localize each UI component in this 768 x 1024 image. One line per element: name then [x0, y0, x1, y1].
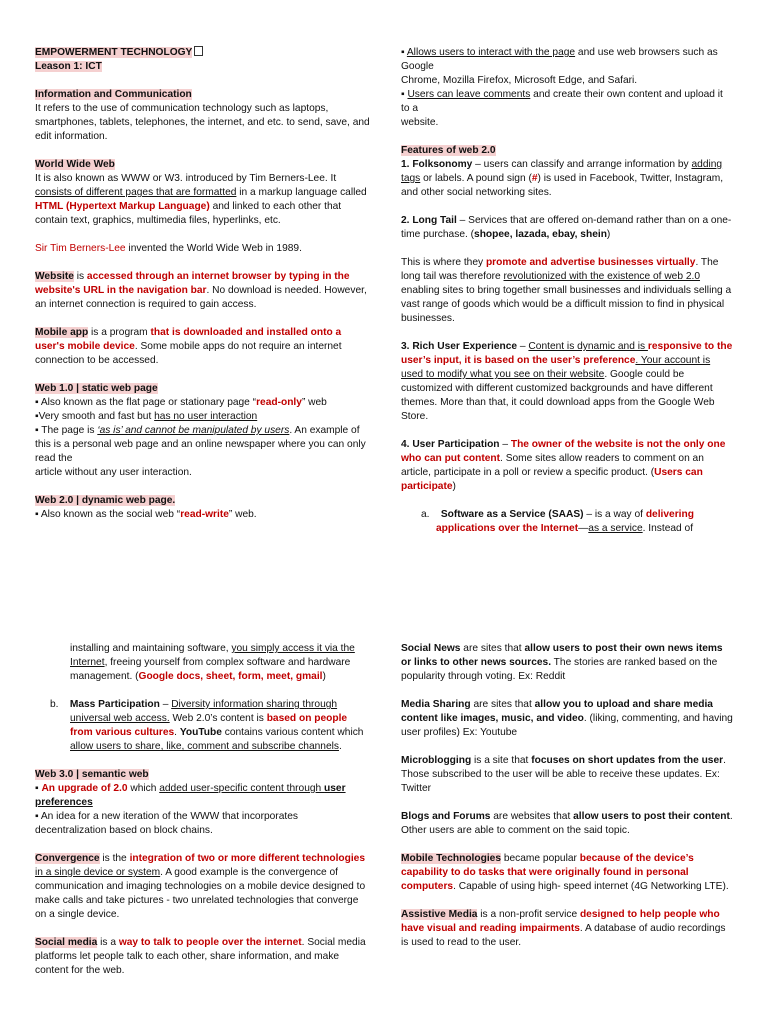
- section-folksonomy: Features of web 2.0 1. Folksonomy – users can classify and arrange information by adding tags or labels. A pound sign (#) is used in Facebook, Twitter, Instagram, and other social networking sites.: [401, 145, 724, 198]
- page-1-left-column: [35, 46, 370, 536]
- checkbox-glyph-icon: [194, 46, 203, 56]
- page-1-right-column: [401, 46, 734, 550]
- section-web-2: Web 2.0 | dynamic web page. ▪ Also known as the social web “read-write” web.: [35, 495, 257, 520]
- heading-features-web-2: Features of web 2.0: [401, 145, 496, 156]
- page-gap: [0, 600, 768, 628]
- document-page-2: [0, 628, 768, 1024]
- web-2-bullets: ▪ Allows users to interact with the page and use web browsers such as Google Chrome, Mozilla Firefox, Microsoft Edge, and Safari. ▪ Users can leave comments and create their own content and upload it to a website.: [401, 47, 723, 128]
- paragraph-assistive-media: Assistive Media is a non-profit service designed to help people who have visual and reading impairments. A database of audio recordings is used to read to the user.: [401, 909, 726, 948]
- list-item-saas: a. Software as a Service (SAAS) – is a way of delivering applications over the Internet—as a service. Instead of: [421, 509, 694, 534]
- section-web-1: Web 1.0 | static web page ▪ Also known as the flat page or stationary page “read-only” web ▪Very smooth and fast but has no user interaction ▪ The page is ‘as is’ and cannot be manipulated by users. An example of this is a personal web page and an online newspaper where you can only read the article without any user interaction.: [35, 383, 366, 478]
- section-info-communication: [35, 88, 370, 144]
- saas-continuation: installing and maintaining software, you simply access it via the Internet, freeing yourself from complex software and hardware management. (Google docs, sheet, form, meet, gmail): [70, 643, 355, 682]
- paragraph-media-sharing: Media Sharing are sites that allow you to upload and share media content like images, music, and video. (liking, commenting, and having user profiles) Ex: Youtube: [401, 699, 733, 738]
- paragraph-mobile-technologies: Mobile Technologies became popular because of the device’s capability to do tasks that were originally found in personal computers. Capable of using high- speed internet (4G Networking LTE).: [401, 853, 729, 892]
- section-web-3: Web 3.0 | semantic web ▪ An upgrade of 2.0 which added user-specific content through user preferences ▪ An idea for a new iteration of the WWW that incorporates decentralization based on block chains.: [35, 769, 346, 836]
- paragraph-long-tail-detail: This is where they promote and advertise businesses virtually. The long tail was therefore revolutionized with the existence of web 2.0 enabling sites to bring together small businesses and individuals selling a vast range of goods which would be a difficult mission to find in physical businesses.: [401, 257, 732, 324]
- paragraph-mobile-app: Mobile app is a program that is downloaded and installed onto a user's mobile device. Some mobile apps do not require an internet connection to be accessed.: [35, 327, 342, 366]
- paragraph-info-communication: It refers to the use of communication technology such as laptops, smartphones, tablets, telephones, the internet, and etc. to send, save, and edit information.: [35, 103, 370, 142]
- section-www: World Wide Web It is also known as WWW or W3. introduced by Tim Berners-Lee. It consists of different pages that are formatted in a markup language called HTML (Hypertext Markup Language) and linked to each other that contain text, graphics, multimedia files, hyperlinks, etc.: [35, 159, 367, 226]
- document-title: EMPOWERMENT TECHNOLOGY Leason 1: ICT: [35, 46, 370, 74]
- paragraph-blogs-forums: Blogs and Forums are websites that allow users to post their content. Other users are able to comment on the said topic.: [401, 811, 733, 836]
- heading-info-communication: Information and Communication: [35, 89, 192, 100]
- heading-web-2: Web 2.0 | dynamic web page.: [35, 495, 176, 506]
- list-item-mass-participation: b. Mass Participation – Diversity information sharing through universal web access. Web 2.0’s content is based on people from various cultures. YouTube contains various content which allow users to share, like, comment and subscribe channels.: [50, 699, 364, 752]
- paragraph-berners-lee: Sir Tim Berners-Lee invented the World Wide Web in 1989.: [35, 243, 302, 254]
- paragraph-convergence: Convergence is the integration of two or more different technologies in a single device or system. A good example is the convergence of communication and imaging technologies on a mobile device designed to make calls and take pictures - two unrelated technologies that converge on a single device.: [35, 853, 366, 920]
- paragraph-social-media: Social media is a way to talk to people over the internet. Social media platforms let people talk to each other, share information, and make content for the web.: [35, 937, 366, 976]
- page-2-left-column: [35, 642, 370, 992]
- section-long-tail: 2. Long Tail – Services that are offered on-demand rather than on a one-time purchase. (shopee, lazada, ebay, shein): [401, 215, 732, 240]
- heading-web-3: Web 3.0 | semantic web: [35, 769, 149, 780]
- lesson-title: Leason 1: ICT: [35, 61, 102, 72]
- heading-web-1: Web 1.0 | static web page: [35, 383, 158, 394]
- section-user-participation: 4. User Participation – The owner of the website is not the only one who can put content. Some sites allow readers to comment on an article, participate in a poll or review a specific product. (Users can participate): [401, 439, 726, 492]
- paragraph-microblogging: Microblogging is a site that focuses on short updates from the user. Those subscribed to the user will be able to receive these updates. Ex: Twitter: [401, 755, 726, 794]
- heading-www: World Wide Web: [35, 159, 115, 170]
- section-rich-user-experience: 3. Rich User Experience – Content is dynamic and is responsive to the user’s input, it is based on the user’s preference. Your account is used to modify what you see on their website. Google could be customized with different customized backgrounds and have different themes. More than that, it could download apps from the Google Web Store.: [401, 341, 733, 422]
- paragraph-website: Website is accessed through an internet browser by typing in the website's URL in the navigation bar. No download is needed. However, an internet connection is required to gain access.: [35, 271, 367, 310]
- page-2-right-column: [401, 642, 734, 964]
- paragraph-social-news: Social News are sites that allow users to post their own news items or links to other news sources. The stories are ranked based on the popularity through voting. Ex: Reddit: [401, 643, 723, 682]
